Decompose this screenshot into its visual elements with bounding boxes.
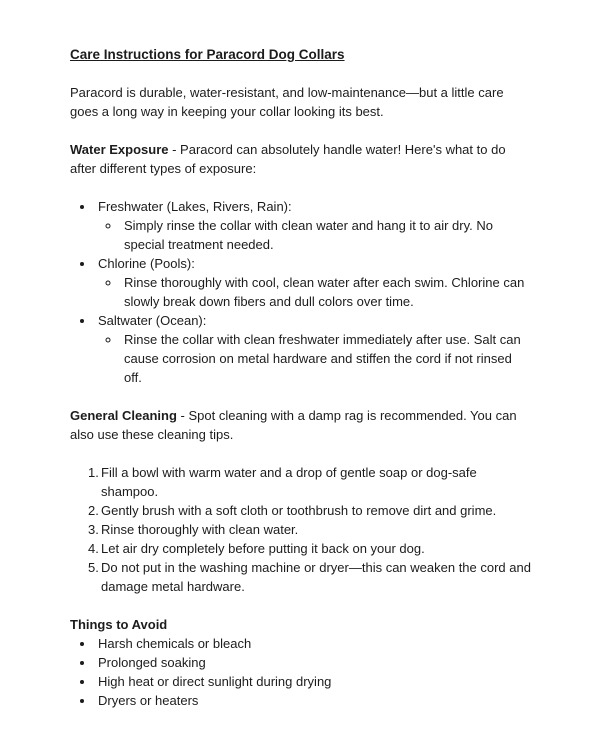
general-cleaning-paragraph <box>70 406 532 444</box>
freshwater-sub-list <box>98 216 532 254</box>
things-to-avoid-list <box>70 634 532 710</box>
list-item-label: Freshwater (Lakes, Rivers, Rain): <box>98 199 292 214</box>
list-sub-item: ◦ Rinse thoroughly with cool, clean water after each swim. Chlorine can slowly break down fibers and dull colors over time. <box>121 273 532 311</box>
saltwater-sub-list <box>98 330 532 387</box>
cleaning-steps-list <box>70 463 532 596</box>
list-sub-item: ◦ Simply rinse the collar with clean water and hang it to air dry. No special treatment needed. <box>121 216 532 254</box>
document-title: Care Instructions for Paracord Dog Collars <box>70 47 345 62</box>
avoid-item: • High heat or direct sunlight during drying <box>95 672 532 691</box>
water-exposure-heading: Water Exposure <box>70 142 169 157</box>
cleaning-step: Fill a bowl with warm water and a drop of gentle soap or dog-safe shampoo. <box>101 465 477 499</box>
cleaning-step: Let air dry completely before putting it back on your dog. <box>101 541 425 556</box>
water-exposure-intro-text: - Paracord can absolutely handle water! Here's what to do after different types of exposure: <box>70 142 506 176</box>
chlorine-sub-list <box>98 273 532 311</box>
avoid-item: • Dryers or heaters <box>95 691 532 710</box>
list-item-label: Saltwater (Ocean): <box>98 313 207 328</box>
list-item-chlorine <box>95 254 532 311</box>
avoid-item: • Prolonged soaking <box>95 653 532 672</box>
things-to-avoid-heading: Things to Avoid <box>70 617 168 632</box>
list-item-freshwater <box>95 197 532 254</box>
cleaning-step: Gently brush with a soft cloth or toothbrush to remove dirt and grime. <box>101 503 497 518</box>
general-cleaning-heading: General Cleaning <box>70 408 177 423</box>
cleaning-step: Do not put in the washing machine or dryer—this can weaken the cord and damage metal hardware. <box>101 560 531 594</box>
water-exposure-list <box>70 197 532 387</box>
water-exposure-paragraph <box>70 140 532 178</box>
intro-paragraph: Paracord is durable, water-resistant, and low-maintenance—but a little care goes a long way in keeping your collar looking its best. <box>70 85 504 119</box>
general-cleaning-intro-text: - Spot cleaning with a damp rag is recommended. You can also use these cleaning tips. <box>70 408 517 442</box>
avoid-item: • Harsh chemicals or bleach <box>95 634 532 653</box>
list-item-saltwater <box>95 311 532 387</box>
list-sub-item: ◦ Rinse the collar with clean freshwater immediately after use. Salt can cause corrosion on metal hardware and stiffen the cord if not rinsed off. <box>121 330 532 387</box>
things-to-avoid-heading-row <box>70 615 532 634</box>
cleaning-step: Rinse thoroughly with clean water. <box>101 522 299 537</box>
list-item-label: Chlorine (Pools): <box>98 256 195 271</box>
